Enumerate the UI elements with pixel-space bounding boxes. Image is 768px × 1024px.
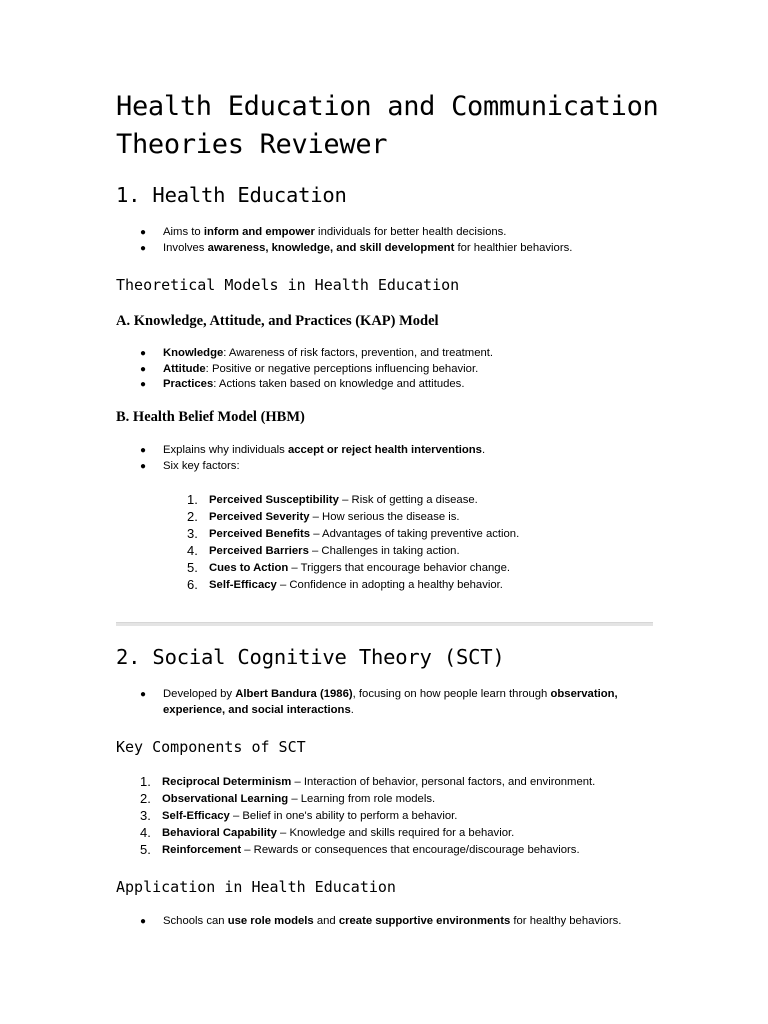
item-number: 3. bbox=[140, 808, 151, 823]
list-item: ● Attitude: Positive or negative perceptions influencing behavior. bbox=[116, 362, 656, 378]
item-description: – Challenges in taking action. bbox=[308, 545, 460, 557]
item-term: Behavioral Capability bbox=[162, 827, 277, 839]
heading-kap-model: A. Knowledge, Attitude, and Practices (KAP) Model bbox=[116, 313, 439, 329]
item-description: – How serious the disease is. bbox=[309, 511, 460, 523]
health-education-bullets bbox=[116, 225, 656, 256]
list-item: ● Schools can use role models and create supportive environments for healthy behaviors. bbox=[116, 914, 656, 930]
item-term: Observational Learning bbox=[162, 793, 289, 805]
numbered-item bbox=[187, 526, 519, 543]
item-term: Self-Efficacy bbox=[162, 810, 230, 822]
item-number: 1. bbox=[187, 492, 198, 507]
bullet-icon: ● bbox=[140, 348, 147, 359]
subheading-theoretical-models: Theoretical Models in Health Education bbox=[116, 276, 460, 294]
bullet-icon: ● bbox=[140, 689, 147, 700]
list-item: ● Involves awareness, knowledge, and skill development for healthier behaviors. bbox=[116, 241, 656, 257]
item-description: – Learning from role models. bbox=[288, 793, 436, 805]
item-term: Perceived Severity bbox=[209, 511, 310, 523]
numbered-item bbox=[187, 509, 519, 526]
item-term: Perceived Susceptibility bbox=[209, 494, 339, 506]
item-number: 5. bbox=[140, 842, 151, 857]
item-number: 4. bbox=[140, 825, 151, 840]
item-number: 6. bbox=[187, 577, 198, 592]
hbm-factors-list bbox=[187, 492, 519, 594]
sct-components-list bbox=[140, 774, 595, 859]
numbered-item bbox=[140, 791, 595, 808]
item-number: 3. bbox=[187, 526, 198, 541]
bullet-icon: ● bbox=[140, 379, 147, 390]
item-description: – Advantages of taking preventive action. bbox=[310, 528, 520, 540]
item-term: Reciprocal Determinism bbox=[162, 776, 292, 788]
list-item: ● Developed by Albert Bandura (1986), focusing on how people learn through observation, experience, and social interactions. bbox=[140, 688, 618, 716]
item-description: – Risk of getting a disease. bbox=[338, 494, 478, 506]
numbered-item bbox=[187, 543, 519, 560]
list-item: ● Practices: Actions taken based on knowledge and attitudes. bbox=[116, 377, 656, 393]
section-heading-health-education: 1. Health Education bbox=[116, 183, 347, 207]
horizontal-divider bbox=[116, 622, 653, 626]
numbered-item bbox=[187, 577, 519, 594]
kap-bullets bbox=[116, 346, 656, 393]
bullet-icon: ● bbox=[140, 242, 147, 254]
heading-hbm-model: B. Health Belief Model (HBM) bbox=[116, 409, 305, 425]
list-item: ● Six key factors: bbox=[116, 459, 656, 475]
subheading-key-components: Key Components of SCT bbox=[116, 738, 306, 756]
item-number: 4. bbox=[187, 543, 198, 558]
hbm-bullets bbox=[116, 443, 656, 474]
numbered-item bbox=[140, 808, 595, 825]
application-bullets bbox=[116, 914, 656, 930]
item-description: – Rewards or consequences that encourage/discourage behaviors. bbox=[241, 844, 580, 856]
item-description: – Knowledge and skills required for a behavior. bbox=[276, 827, 515, 839]
list-item: ● Aims to inform and empower individuals for better health decisions. bbox=[116, 225, 656, 241]
list-item: ● Knowledge: Awareness of risk factors, prevention, and treatment. bbox=[116, 346, 656, 362]
item-number: 2. bbox=[140, 791, 151, 806]
list-item: ● Explains why individuals accept or reject health interventions. bbox=[116, 443, 656, 459]
item-description: – Triggers that encourage behavior change. bbox=[288, 562, 510, 574]
numbered-item bbox=[187, 492, 519, 509]
sct-intro-bullets bbox=[116, 687, 656, 718]
item-term: Cues to Action bbox=[209, 562, 289, 574]
item-description: – Interaction of behavior, personal factors, and environment. bbox=[291, 776, 596, 788]
item-term: Self-Efficacy bbox=[209, 579, 277, 591]
bullet-icon: ● bbox=[140, 460, 147, 472]
item-term: Perceived Benefits bbox=[209, 528, 311, 540]
bullet-icon: ● bbox=[140, 445, 147, 456]
item-number: 5. bbox=[187, 560, 198, 575]
section-heading-social-cognitive-theory: 2. Social Cognitive Theory (SCT) bbox=[116, 645, 505, 669]
bullet-icon: ● bbox=[140, 227, 147, 238]
document-title: Health Education and Communication Theories Reviewer bbox=[116, 91, 659, 160]
item-number: 1. bbox=[140, 774, 151, 789]
item-description: – Confidence in adopting a healthy behavior. bbox=[276, 579, 503, 591]
numbered-item bbox=[140, 825, 595, 842]
numbered-item bbox=[140, 774, 595, 791]
numbered-item bbox=[187, 560, 519, 577]
item-term: Perceived Barriers bbox=[209, 545, 309, 557]
item-number: 2. bbox=[187, 509, 198, 524]
bullet-icon: ● bbox=[140, 363, 147, 375]
bullet-icon: ● bbox=[140, 916, 147, 927]
subheading-application: Application in Health Education bbox=[116, 878, 396, 896]
item-term: Reinforcement bbox=[162, 844, 242, 856]
numbered-item bbox=[140, 842, 595, 859]
item-description: – Belief in one's ability to perform a behavior. bbox=[229, 810, 458, 822]
